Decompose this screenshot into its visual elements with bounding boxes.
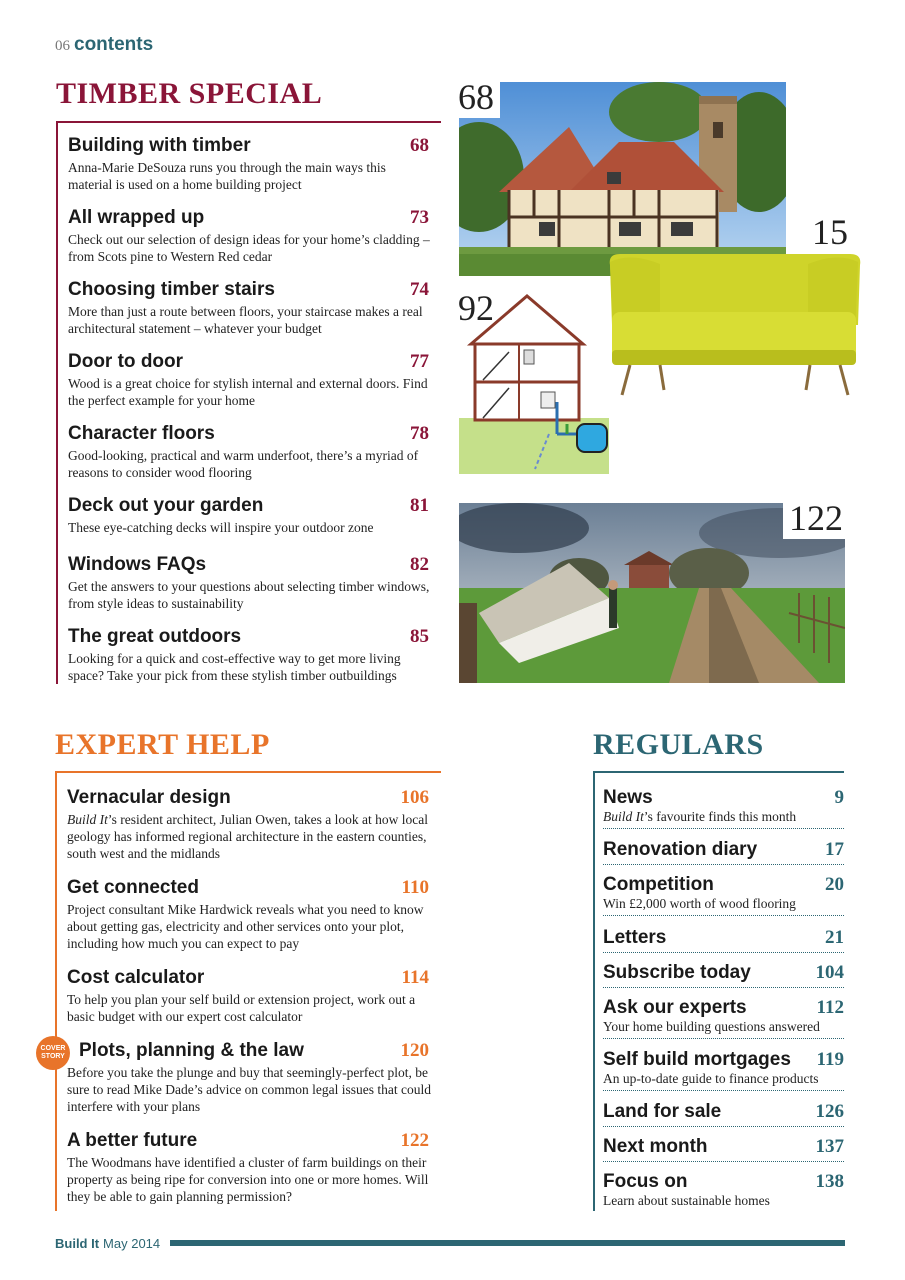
entry-description-text: ’s resident architect, Julian Owen, takes a look at how local geology has informed regional architecture in the eastern counties, south west and the midlands	[67, 812, 429, 861]
entry-title: Self build mortgages	[603, 1049, 791, 1070]
page-header	[55, 34, 153, 56]
entry-title: All wrapped up	[68, 207, 205, 228]
entry-page: 119	[816, 1049, 844, 1070]
entry-page: 73	[410, 207, 429, 228]
cover-story-badge	[36, 1036, 70, 1070]
entry-page: 78	[410, 423, 429, 444]
entry-page: 85	[410, 626, 429, 647]
expert-help-heading: EXPERT HELP	[55, 728, 270, 761]
yellow-sofa-photo[interactable]	[600, 250, 868, 400]
toc-entry[interactable]	[67, 967, 441, 1025]
toc-entry[interactable]	[68, 626, 441, 684]
badge-line: STORY	[41, 1053, 65, 1060]
entry-description: To help you plan your self build or extension project, work out a basic budget with our expert cost calculator	[67, 992, 416, 1024]
photo-page-number: 68	[452, 76, 500, 118]
entry-page: 74	[410, 279, 429, 300]
entry-title: News	[603, 787, 653, 808]
entry-page: 112	[816, 997, 844, 1018]
entry-description-text: ’s favourite finds this month	[643, 809, 797, 824]
entry-page: 137	[815, 1136, 844, 1157]
entry-description: An up-to-date guide to finance products	[603, 1071, 819, 1086]
entry-page: 122	[400, 1130, 429, 1151]
entry-description: Before you take the plunge and buy that seemingly-perfect plot, be sure to read Mike Dade’s advice on common legal issues that could interfere with your plans	[67, 1065, 432, 1114]
entry-page: 106	[400, 787, 429, 808]
magazine-name: Build It	[67, 812, 108, 827]
entry-description	[67, 811, 441, 862]
toc-entry[interactable]	[67, 877, 441, 952]
toc-entry[interactable]	[68, 423, 441, 481]
regular-entry[interactable]	[603, 927, 844, 953]
entry-page: 110	[401, 877, 429, 898]
entry-title: Competition	[603, 874, 714, 895]
timber-house-photo[interactable]	[459, 82, 786, 276]
entry-title: Letters	[603, 927, 667, 948]
badge-line: COVER	[40, 1045, 66, 1052]
entry-description: The Woodmans have identified a cluster of farm buildings on their property as being ripe for conversion into one or more homes. Will they be able to gain planning permission?	[67, 1155, 429, 1204]
entry-page: 82	[410, 554, 429, 575]
entry-title: Plots, planning & the law	[79, 1040, 304, 1061]
toc-entry[interactable]	[68, 135, 441, 193]
entry-description: Project consultant Mike Hardwick reveals what you need to know about getting gas, electricity and other services onto your plot, including how much you can expect to pay	[67, 902, 424, 951]
regular-entry[interactable]	[603, 1136, 844, 1162]
entry-page: 120	[400, 1040, 429, 1061]
entry-title: Character floors	[68, 423, 215, 444]
entry-description: Anna-Marie DeSouza runs you through the main ways this material is used on a home building project	[68, 160, 386, 192]
entry-page: 68	[410, 135, 429, 156]
magazine-name: Build It	[603, 809, 644, 824]
entry-page: 9	[834, 787, 844, 808]
entry-title: Get connected	[67, 877, 199, 898]
regulars-heading: REGULARS	[593, 728, 764, 761]
photo-page-number: 92	[458, 288, 494, 328]
entry-title: Renovation diary	[603, 839, 758, 860]
entry-description: Check out our selection of design ideas for your home’s cladding – from Scots pine to Western Red cedar	[68, 232, 430, 264]
entry-page: 81	[410, 495, 429, 516]
entry-title: Subscribe today	[603, 962, 751, 983]
entry-page: 138	[815, 1171, 844, 1192]
entry-title: Ask our experts	[603, 997, 747, 1018]
contents-label: contents	[74, 34, 154, 55]
entry-description	[603, 809, 844, 825]
entry-page: 77	[410, 351, 429, 372]
entry-title: Focus on	[603, 1171, 688, 1192]
entry-title: Choosing timber stairs	[68, 279, 275, 300]
entry-description: These eye-catching decks will inspire your outdoor zone	[68, 520, 374, 535]
entry-title: Land for sale	[603, 1101, 722, 1122]
entry-description: Win £2,000 worth of wood flooring	[603, 896, 796, 911]
entry-title: Windows FAQs	[68, 554, 207, 575]
timber-special-list	[56, 121, 441, 684]
entry-title: Deck out your garden	[68, 495, 264, 516]
entry-title: Vernacular design	[67, 787, 231, 808]
entry-page: 21	[825, 927, 844, 948]
toc-entry[interactable]	[68, 279, 441, 337]
toc-entry[interactable]	[68, 351, 441, 409]
photo-page-number: 15	[806, 211, 854, 253]
issue-date: May 2014	[103, 1235, 161, 1251]
magazine-brand: Build It	[55, 1235, 100, 1251]
regular-entry[interactable]	[603, 962, 844, 988]
entry-title: The great outdoors	[68, 626, 242, 647]
entry-page: 104	[815, 962, 844, 983]
entry-title: A better future	[67, 1130, 198, 1151]
entry-description: Your home building questions answered	[603, 1019, 820, 1034]
toc-entry[interactable]	[67, 787, 441, 862]
entry-description: Get the answers to your questions about selecting timber windows, from style ideas to sustainability	[68, 579, 430, 611]
regular-entry[interactable]	[603, 1101, 844, 1127]
page-number: 06	[55, 38, 70, 54]
regular-entry[interactable]	[603, 1049, 844, 1091]
entry-title: Cost calculator	[67, 967, 205, 988]
timber-special-heading: TIMBER SPECIAL	[56, 77, 323, 110]
entry-page: 114	[401, 967, 429, 988]
photo-page-number: 122	[783, 497, 849, 539]
regular-entry[interactable]	[603, 1171, 844, 1212]
entry-page: 126	[815, 1101, 844, 1122]
entry-description: Learn about sustainable homes	[603, 1193, 770, 1208]
toc-entry[interactable]	[68, 207, 441, 265]
entry-description: Looking for a quick and cost-effective way to get more living space? Take your pick from these stylish timber outbuildings	[68, 651, 401, 683]
toc-entry[interactable]	[68, 554, 441, 612]
entry-title: Building with timber	[68, 135, 251, 156]
entry-description: Good-looking, practical and warm underfoot, there’s a myriad of reasons to consider wood flooring	[68, 448, 419, 480]
entry-description: Wood is a great choice for stylish internal and external doors. Find the perfect example for your home	[68, 376, 428, 408]
entry-description: More than just a route between floors, your staircase makes a real architectural statement – whatever your budget	[68, 304, 423, 336]
entry-title: Door to door	[68, 351, 184, 372]
entry-page: 20	[825, 874, 844, 895]
regular-entry[interactable]	[603, 997, 844, 1039]
expert-help-list	[55, 771, 441, 1211]
entry-page: 17	[825, 839, 844, 860]
regular-entry[interactable]	[603, 787, 844, 829]
toc-entry[interactable]	[68, 495, 441, 536]
page-footer	[55, 1233, 845, 1253]
toc-entry[interactable]	[67, 1040, 441, 1115]
regular-entry[interactable]	[603, 839, 844, 865]
regulars-list	[593, 771, 844, 1211]
regular-entry[interactable]	[603, 874, 844, 916]
footer-rule	[170, 1240, 845, 1246]
toc-entry[interactable]	[67, 1130, 441, 1205]
entry-title: Next month	[603, 1136, 708, 1157]
